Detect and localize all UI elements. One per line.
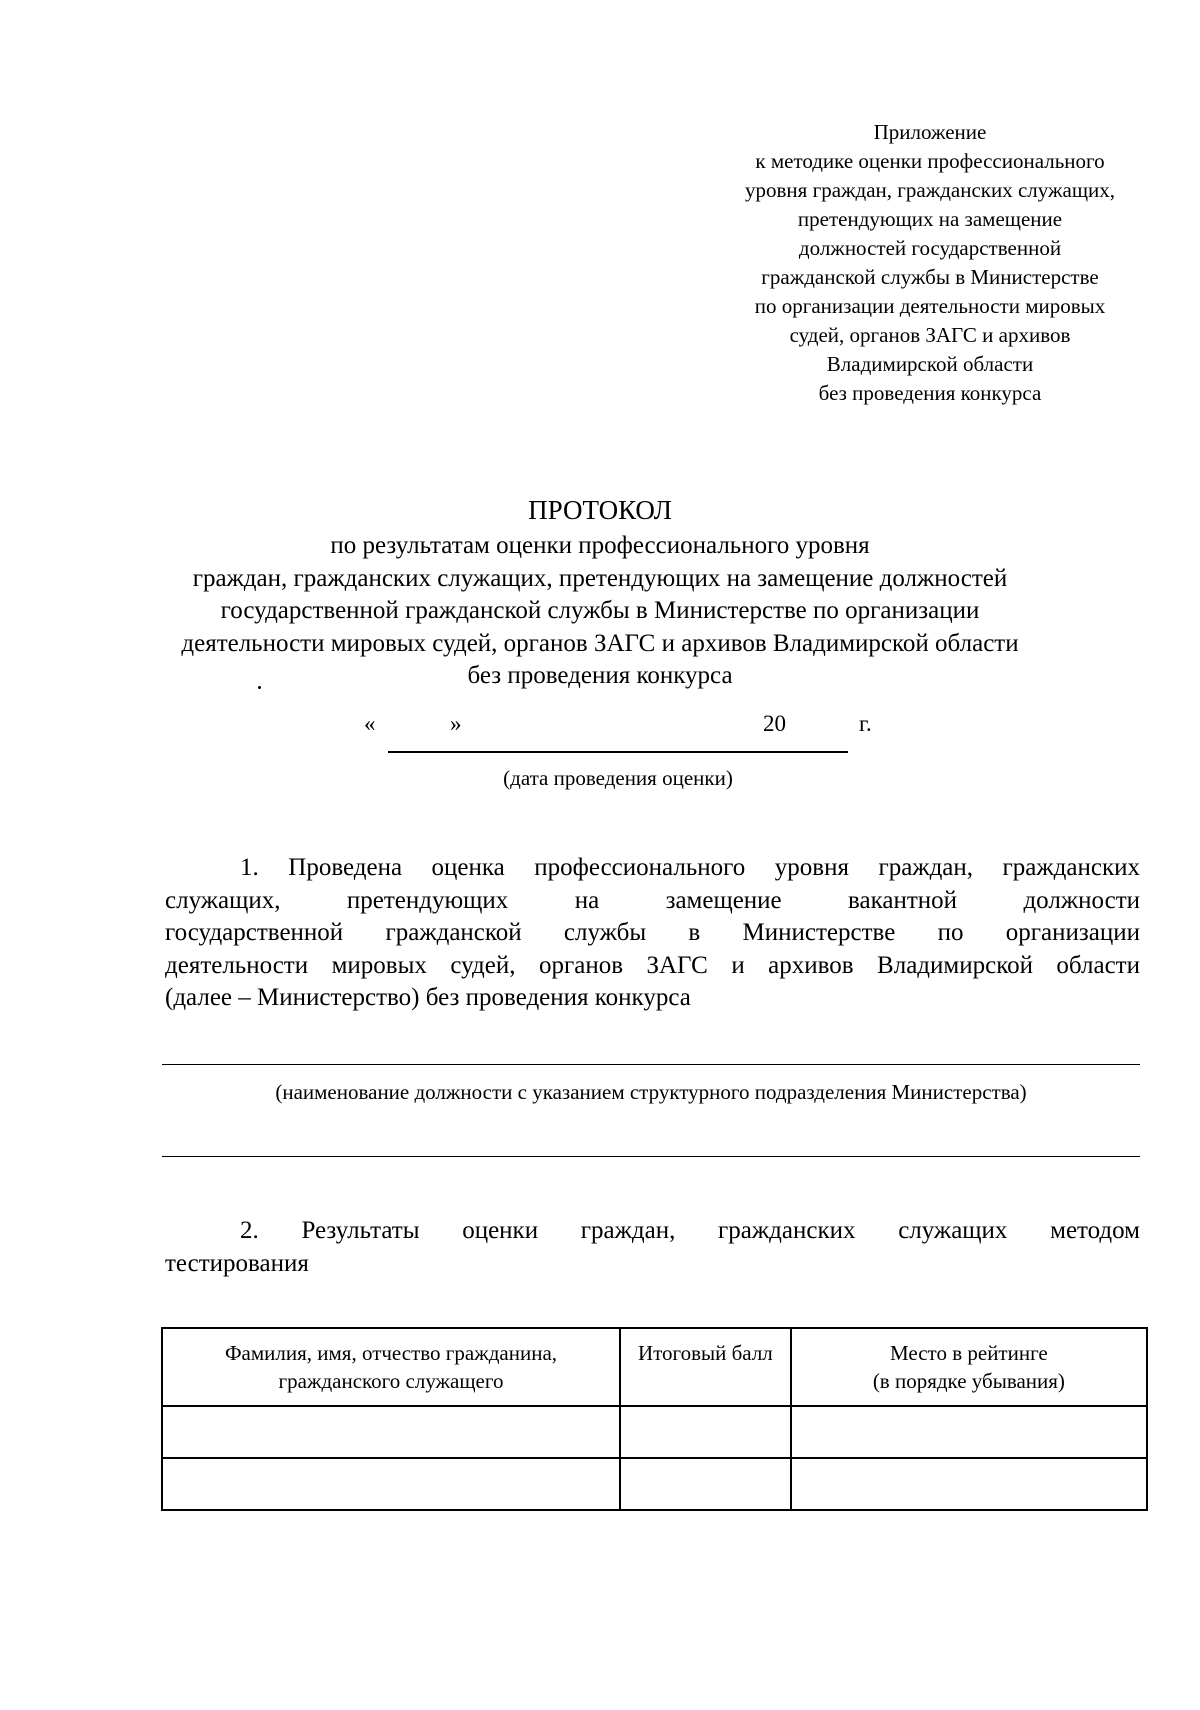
appendix-line: Владимирской области (826, 352, 1034, 376)
protocol-subtitle (150, 530, 1050, 693)
date-underline (388, 751, 848, 753)
appendix-line: гражданской службы в Министерстве (761, 265, 1099, 289)
date-century: 20 (763, 711, 786, 736)
date-caption: (дата проведения оценки) (503, 766, 733, 790)
subtitle-line: деятельности мировых судей, органов ЗАГС и архивов Владимирской области (181, 629, 1019, 657)
header-total-score (620, 1328, 791, 1406)
header-full-name (162, 1328, 620, 1406)
table-header-row (162, 1328, 1147, 1406)
appendix-line: Приложение (873, 120, 987, 144)
results-table (161, 1327, 1148, 1511)
table-cell (162, 1406, 620, 1458)
date-close-quote: » (450, 711, 462, 736)
table-row (162, 1458, 1147, 1510)
appendix-line: без проведения конкурса (818, 381, 1042, 405)
table-cell (791, 1406, 1147, 1458)
section-1-line: служащих, претендующих на замещение вакантной должности (165, 886, 1140, 914)
table-cell (620, 1406, 791, 1458)
subtitle-line: государственной гражданской службы в Министерстве по организации (220, 597, 980, 624)
appendix-note (700, 118, 1160, 408)
position-fill-line-2 (162, 1156, 1140, 1157)
section-2-paragraph (165, 1215, 1140, 1280)
header-text: Место в рейтинге (890, 1341, 1048, 1365)
subtitle-line: без проведения конкурса (467, 662, 733, 689)
section-2-line: 2. Результаты оценки граждан, гражданских служащих методом (240, 1217, 1140, 1244)
appendix-line: уровня граждан, гражданских служащих, (745, 178, 1115, 202)
section-1-line: 1. Проведена оценка профессионального уровня граждан, гражданских (240, 854, 1140, 881)
section-1-line: государственной гражданской службы в Министерстве по организации (165, 919, 1140, 946)
section-1-line: (далее – Министерство) без проведения конкурса (165, 984, 691, 1011)
section-2-line: тестирования (165, 1249, 309, 1277)
table-cell (620, 1458, 791, 1510)
protocol-title: ПРОТОКОЛ (528, 495, 672, 525)
section-1-paragraph (165, 852, 1140, 1015)
appendix-line: по организации деятельности мировых (754, 294, 1106, 318)
table-row (162, 1406, 1147, 1458)
header-text: Фамилия, имя, отчество гражданина, (224, 1341, 558, 1365)
appendix-line: должностей государственной (798, 236, 1062, 260)
appendix-line: к методике оценки профессионального (755, 149, 1105, 173)
stray-dot (258, 686, 261, 689)
table-cell (162, 1458, 620, 1510)
date-year-suffix: г. (859, 711, 872, 736)
header-rating-place (791, 1328, 1147, 1406)
header-text: Итоговый балл (637, 1341, 773, 1365)
header-text: гражданского служащего (278, 1369, 504, 1393)
date-open-quote: « (364, 711, 376, 736)
position-fill-line (162, 1064, 1140, 1065)
table-cell (791, 1458, 1147, 1510)
subtitle-line: граждан, гражданских служащих, претендующих на замещение должностей (192, 564, 1008, 592)
header-text: (в порядке убывания) (872, 1369, 1065, 1393)
appendix-line: претендующих на замещение (797, 207, 1063, 231)
position-caption: (наименование должности с указанием структурного подразделения Министерства) (275, 1080, 1027, 1104)
subtitle-line: по результатам оценки профессионального уровня (330, 532, 870, 559)
appendix-line: судей, органов ЗАГС и архивов (789, 323, 1071, 347)
section-1-line: деятельности мировых судей, органов ЗАГС и архивов Владимирской области (165, 951, 1140, 979)
